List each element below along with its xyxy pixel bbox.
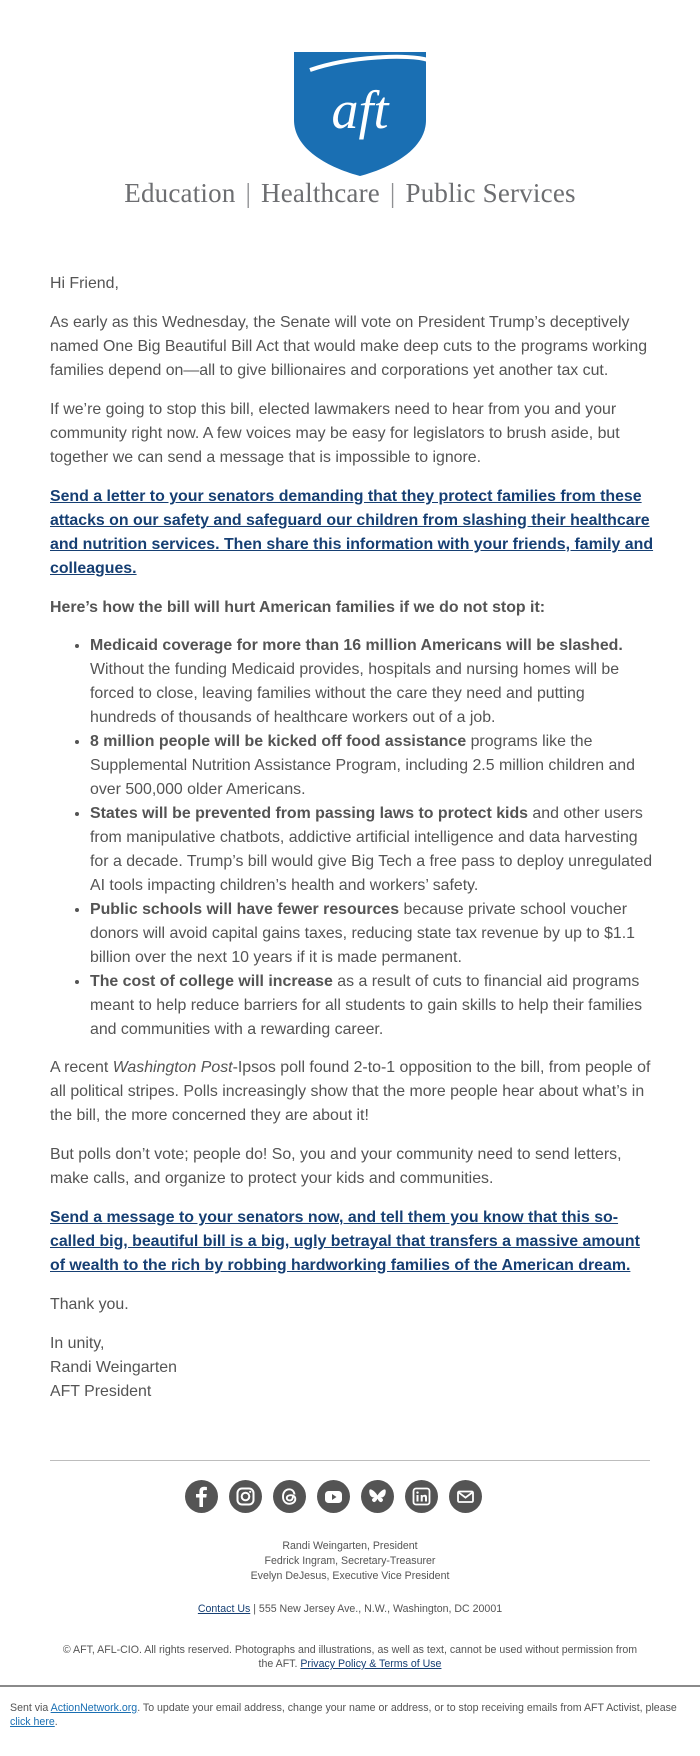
poll-text-pre: A recent <box>50 1059 113 1076</box>
list-item-bold: 8 million people will be kicked off food assistance <box>90 733 467 750</box>
facebook-icon[interactable] <box>185 1480 218 1513</box>
cta-send-letter-link[interactable]: Send a letter to your senators demanding that they protect families from these attacks on our safety and safeguard our children from slashing their healthcare and nutrition services. Then share this information with your friends, family and colleagues. <box>50 488 654 577</box>
officer-president: Randi Weingarten, President <box>282 1540 418 1552</box>
list-item <box>90 898 654 970</box>
list-item-text: as a result of cuts to financial aid programs meant to help reduce barriers for all students to gain skills to help their families and communities with a rewarding career. <box>90 973 643 1038</box>
list-item <box>90 634 654 730</box>
bluesky-icon[interactable] <box>361 1480 394 1513</box>
tagline-healthcare: Healthcare <box>261 178 380 208</box>
cta-send-message-link[interactable]: Send a message to your senators now, and tell them you know that this so-called big, beautiful bill is a big, ugly betrayal that transfers a massive amount of wealth to the rich by robbing hardworking families of the American dream. <box>50 1209 640 1274</box>
mailing-address: 555 New Jersey Ave., N.W., Washington, DC 20001 <box>258 1603 503 1615</box>
email-header <box>0 44 700 214</box>
signoff-name: Randi Weingarten <box>50 1359 177 1376</box>
paragraph-polls-dont-vote: But polls don’t vote; people do! So, you and your community need to send letters, make calls, and organize to protect your kids and communities. <box>50 1146 622 1187</box>
tagline-public-services: Public Services <box>405 178 576 208</box>
tagline <box>0 178 700 209</box>
paragraph-poll <box>50 1056 654 1128</box>
list-item-bold: The cost of college will increase <box>90 973 333 990</box>
impact-list <box>50 634 654 1042</box>
contact-line <box>0 1603 700 1615</box>
email-icon[interactable] <box>449 1480 482 1513</box>
signoff-closing: In unity, <box>50 1335 105 1352</box>
footer-divider <box>50 1460 650 1461</box>
action-network-footer <box>0 1685 700 1756</box>
list-item-text: programs like the Supplemental Nutrition Assistance Program, including 2.5 million children and over 500,000 older Americans. <box>90 733 635 798</box>
paragraph-intro: As early as this Wednesday, the Senate will vote on President Trump’s deceptively named One Big Beautiful Bill Act that would make deep cuts to the programs working families depend on—all to give billionaires and corporations yet another tax cut. <box>50 314 648 379</box>
cta-send-letter-para <box>50 485 654 581</box>
thank-you: Thank you. <box>50 1296 129 1313</box>
footer-text-mid: . To update your email address, change your name or address, or to stop receiving emails from AFT Activist, please <box>137 1702 677 1714</box>
linkedin-icon[interactable] <box>405 1480 438 1513</box>
signoff-title: AFT President <box>50 1383 152 1400</box>
copyright-text: © AFT, AFL-CIO. All rights reserved. Photographs and illustrations, as well as text, cannot be used without permission from the AFT. <box>62 1644 638 1670</box>
list-item-text: Without the funding Medicaid provides, hospitals and nursing homes will be forced to close, leaving families without the care they need and putting hundreds of thousands of healthcare workers out of a job. <box>90 661 620 726</box>
email-body <box>50 272 654 1404</box>
actionnetwork-link[interactable]: ActionNetwork.org <box>50 1702 138 1714</box>
contact-us-link[interactable]: Contact Us <box>197 1603 251 1615</box>
copyright-notice <box>60 1643 640 1671</box>
list-item-text: because private school voucher donors will avoid capital gains taxes, reducing state tax revenue by up to $1.1 billion over the next 10 years if it is made permanent. <box>90 901 636 966</box>
bullets-lead: Here’s how the bill will hurt American families if we do not stop it: <box>50 599 546 616</box>
footer-text <box>10 1701 690 1729</box>
list-item-bold: States will be prevented from passing laws to protect kids <box>90 805 528 822</box>
officer-executive-vp: Evelyn DeJesus, Executive Vice President <box>250 1570 450 1582</box>
list-item <box>90 730 654 802</box>
list-item <box>90 802 654 898</box>
officer-secretary-treasurer: Fedrick Ingram, Secretary-Treasurer <box>264 1555 436 1567</box>
social-links <box>185 1480 515 1514</box>
tagline-education: Education <box>124 178 236 208</box>
contact-separator: | <box>250 1603 259 1615</box>
signoff <box>50 1332 654 1404</box>
unsubscribe-link[interactable]: click here <box>10 1716 55 1728</box>
poll-text-post: -Ipsos poll found 2-to-1 opposition to the bill, from people of all political stripes. Polls increasingly show that the more people hear about what’s in the bill, the more concerned they are about it! <box>50 1059 651 1124</box>
list-item-text: and other users from manipulative chatbots, addictive artificial intelligence and data harvesting for a decade. Trump’s bill would give Big Tech a free pass to deploy unregulated AI tools impacting children’s health and workers’ safety. <box>90 805 653 894</box>
list-item <box>90 970 654 1042</box>
officers-list <box>0 1539 700 1584</box>
threads-icon[interactable] <box>273 1480 306 1513</box>
tagline-separator: | <box>389 178 396 208</box>
poll-source: Washington Post <box>112 1059 233 1076</box>
privacy-policy-link[interactable]: Privacy Policy & Terms of Use <box>300 1658 442 1670</box>
tagline-separator: | <box>245 178 252 208</box>
logo-wordmark: aft <box>331 80 389 140</box>
cta-send-message-para <box>50 1206 654 1278</box>
greeting: Hi Friend, <box>50 275 119 292</box>
footer-text-post: . <box>54 1716 58 1728</box>
aft-logo[interactable] <box>290 50 430 178</box>
footer-text-pre: Sent via <box>10 1702 51 1714</box>
list-item-bold: Public schools will have fewer resources <box>90 901 400 918</box>
list-item-bold: Medicaid coverage for more than 16 million Americans will be slashed. <box>90 637 623 654</box>
youtube-icon[interactable] <box>317 1480 350 1513</box>
paragraph-stop-bill: If we’re going to stop this bill, elected lawmakers need to hear from you and your community right now. A few voices may be easy for legislators to brush aside, but together we can send a message that is impossible to ignore. <box>50 401 620 466</box>
instagram-icon[interactable] <box>229 1480 262 1513</box>
